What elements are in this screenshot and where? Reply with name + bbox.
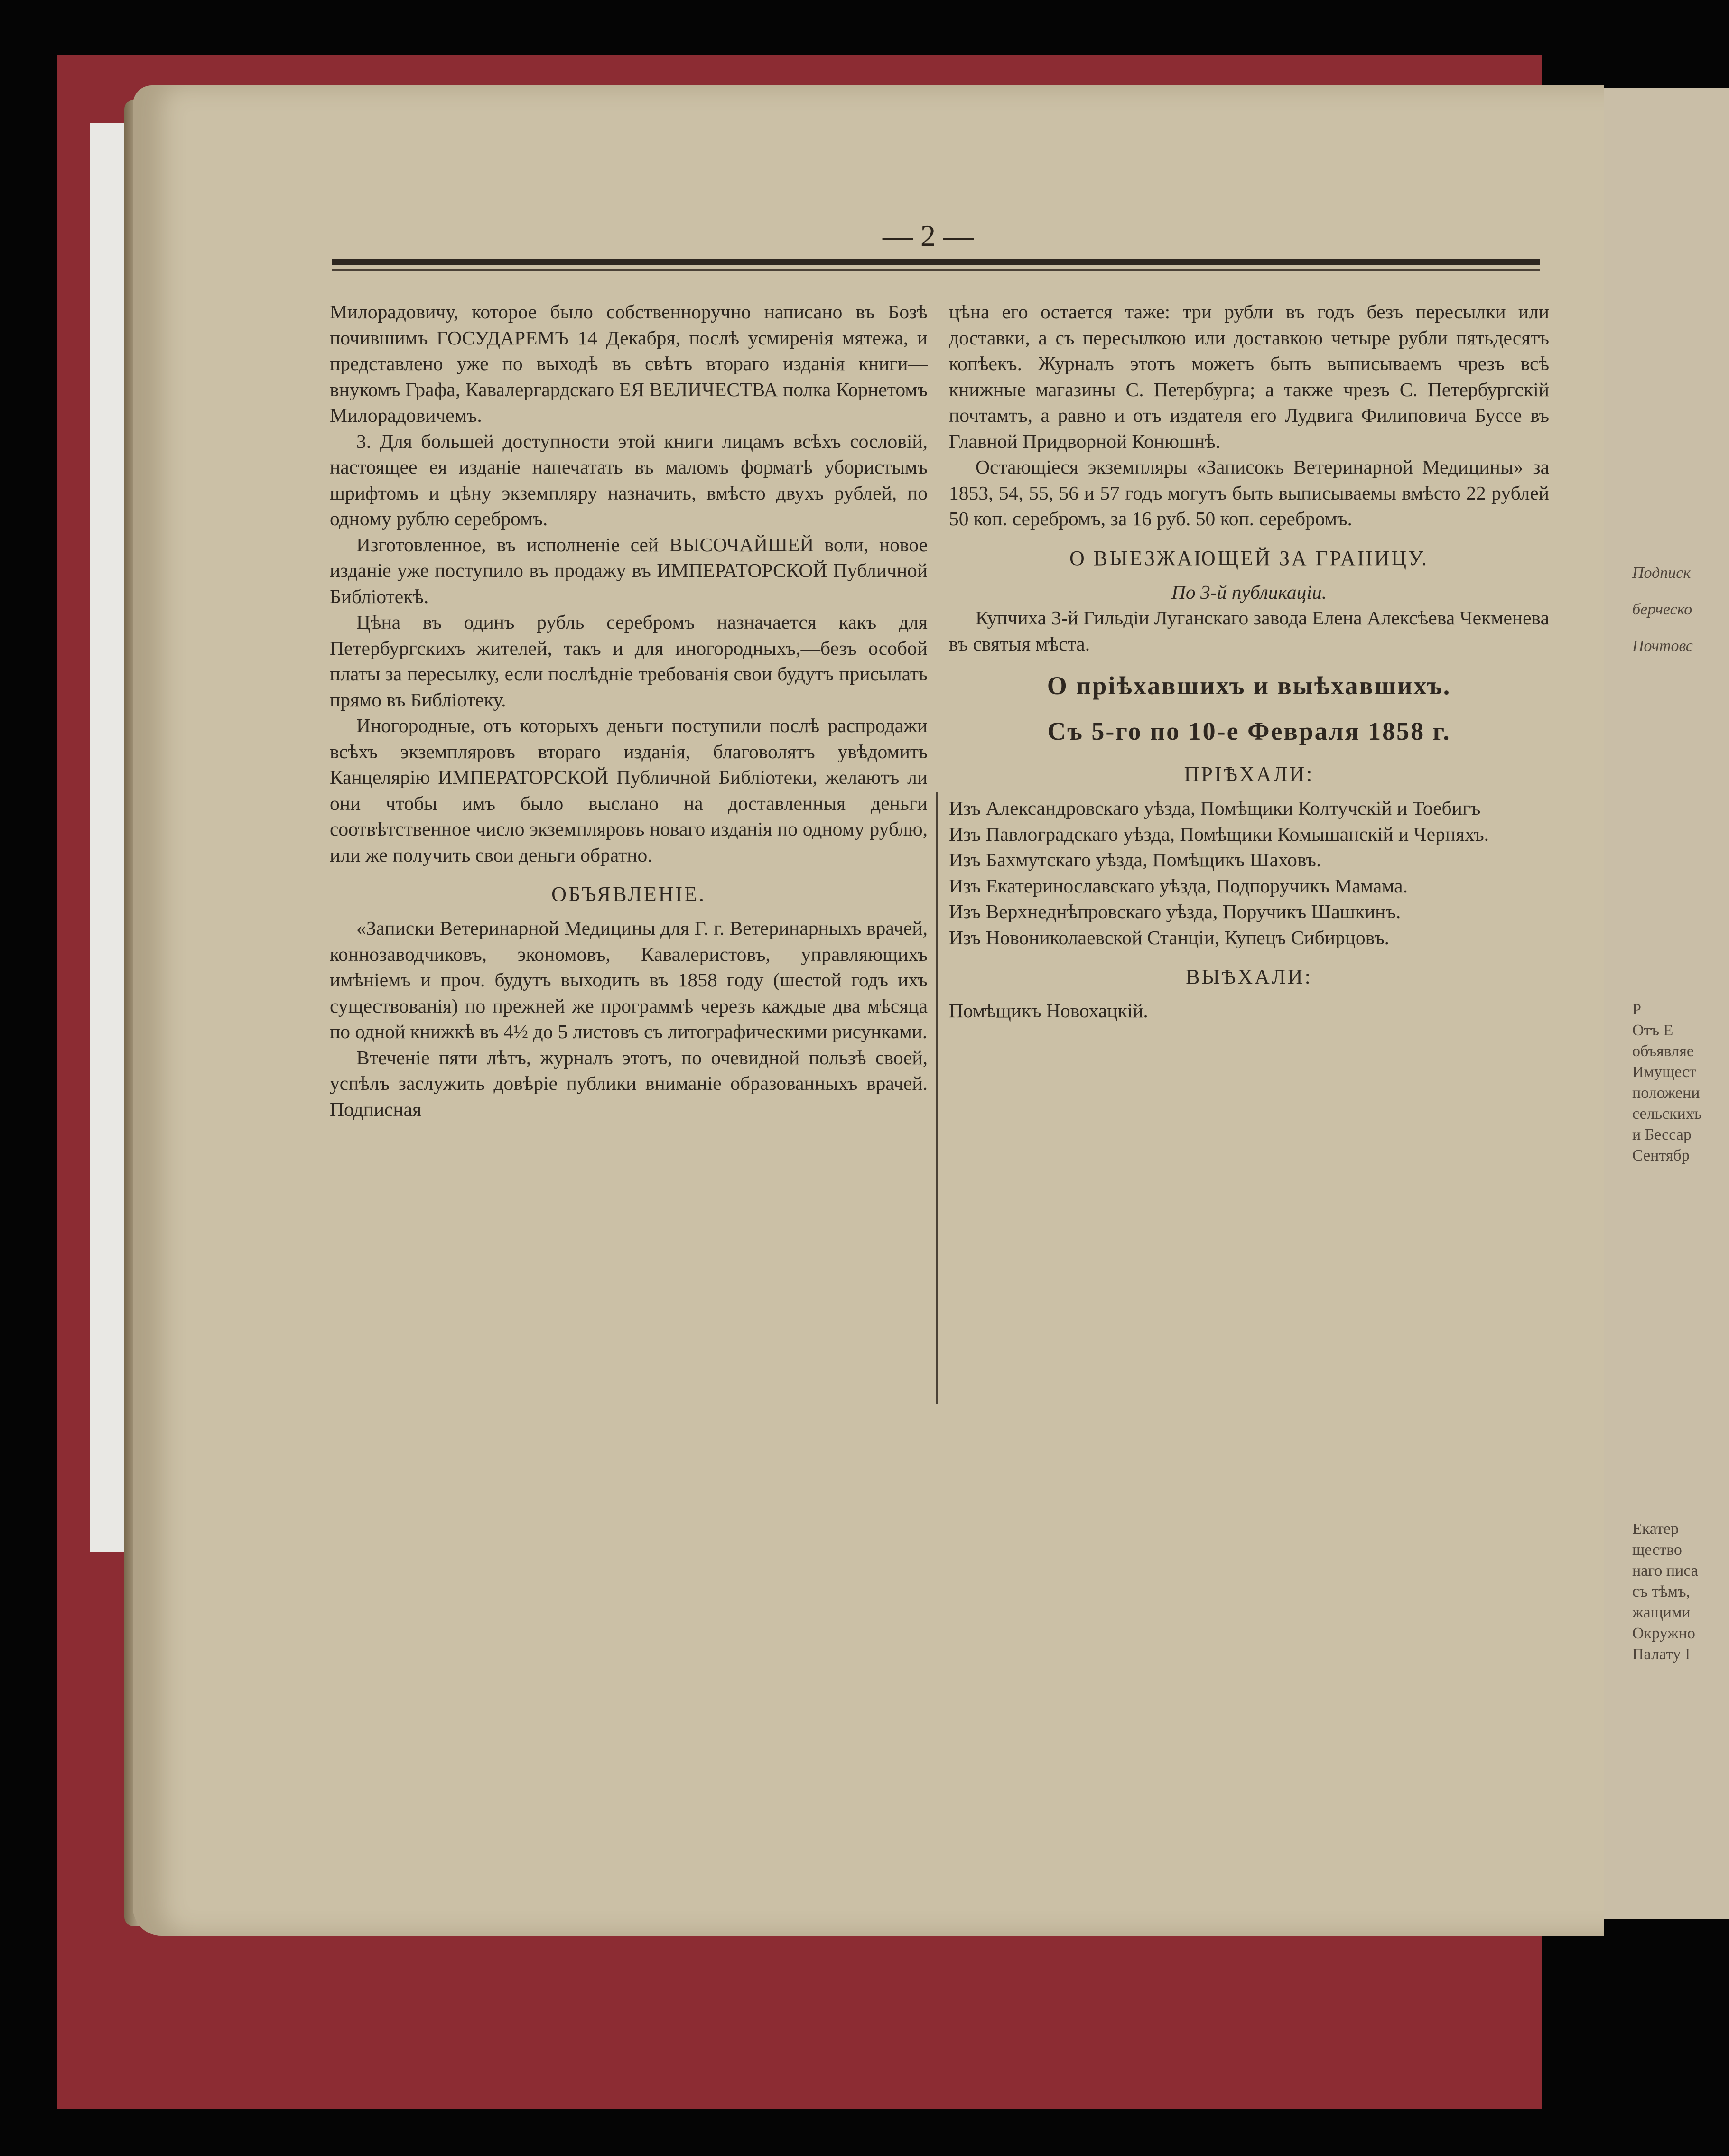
arrival-entry: Изъ Новониколаевской Станціи, Купецъ Сибирцовъ. — [949, 926, 1390, 948]
paragraph: Милорадовичу, которое было собственноручно написано въ Бозѣ почившимъ ГОСУДАРЕМЪ 14 Декабря, послѣ усмиренія мятежа, и представлено уже по выходѣ въ свѣтъ втораго изданія книги— внукомъ Графа, Кавалергардскаго ЕЯ ВЕЛИЧЕСТВА полка Корнетомъ Милорадовичемъ. — [330, 301, 928, 426]
section-heading: ВЫѢХАЛИ: — [1186, 965, 1312, 988]
arrival-entry: Изъ Александровскаго уѣзда, Помѣщики Колтучскій и Тоебигъ — [949, 797, 1481, 819]
next-page-fragment: Имущест — [1632, 1063, 1697, 1081]
arrival-entry: Изъ Екатеринославскаго уѣзда, Подпоручикъ Мамама. — [949, 874, 1408, 897]
paragraph: «Записки Ветеринарной Медицины для Г. г. Ветеринарныхъ врачей, коннозаводчиковъ, экономовъ, Кавалеристовъ, управляющихъ имѣніемъ и проч. будутъ выходить въ 1858 году (шестой годъ ихъ существованія) по прежней же программѣ черезъ каждые два мѣсяца по одной книжкѣ въ 4½ до 5 листовъ съ литографическими рисунками. — [330, 917, 928, 1042]
next-page-fragment: положени — [1632, 1084, 1700, 1102]
arrival-entry: Помѣщикъ Новохацкій. — [949, 1000, 1148, 1022]
header-rule — [332, 259, 1540, 265]
section-heading: ПРІѢХАЛИ: — [1184, 762, 1314, 786]
paragraph: Изготовленное, въ исполненіе сей ВЫСОЧАЙШЕЙ воли, новое изданіе уже поступило въ продажу въ ИМПЕРАТОРСКОЙ Публичной Библіотекѣ. — [330, 533, 928, 607]
arrival-entry: Изъ Павлоградскаго уѣзда, Помѣщики Комышанскій и Черняхъ. — [949, 823, 1489, 845]
section-title: Съ 5-го по 10-е Февраля 1858 г. — [1047, 717, 1451, 745]
next-page-fragment: Палату І — [1632, 1645, 1691, 1663]
paragraph: цѣна его остается таже: три рубли въ годъ безъ пересылки или доставки, а съ пересылкою или доставкою четыре рубли пятьдесятъ копѣекъ. Журналъ этотъ можетъ быть выписываемъ чрезъ всѣ книжные магазины С. Петербурга; а также чрезъ С. Петербургскій почтамтъ, а равно и отъ издателя его Лудвига Филиповича Буссе въ Главной Придворной Конюшнѣ. — [949, 301, 1549, 452]
paragraph: Втеченіе пяти лѣтъ, журналъ этотъ, по очевидной пользѣ своей, успѣлъ заслужить довѣріе публики вниманіе образованныхъ врачей. Подписная — [330, 1046, 928, 1120]
next-page-fragment: Отъ Е — [1632, 1022, 1673, 1039]
header-rule-thin — [332, 270, 1540, 271]
page-number: — 2 — — [883, 219, 974, 252]
next-page-fragment: сельскихъ — [1632, 1105, 1702, 1123]
next-page-fragment: Почтовс — [1632, 637, 1693, 655]
section-heading: О ВЫЕЗЖАЮЩЕЙ ЗА ГРАНИЦУ. — [1069, 546, 1429, 570]
left-column — [330, 299, 928, 1122]
paragraph: Цѣна въ одинъ рубль серебромъ назначается какъ для Петербургскихъ жителей, такъ и для иногородныхъ,—безъ особой платы за пересылку, если послѣдніе требованія свои будутъ присылать прямо въ Библіотеку. — [330, 611, 928, 711]
next-page-fragment: объявляе — [1632, 1042, 1694, 1060]
column-divider — [936, 792, 938, 1404]
next-page-fragment: берческо — [1632, 601, 1692, 618]
next-page-fragment: Окружно — [1632, 1625, 1695, 1642]
section-heading: ОБЪЯВЛЕНІЕ. — [551, 883, 706, 906]
next-page-fragment: и Бессар — [1632, 1126, 1692, 1143]
next-page-fragment: Екатер — [1632, 1520, 1679, 1538]
paragraph: Остающіеся экземпляры «Записокъ Ветеринарной Медицины» за 1853, 54, 55, 56 и 57 годъ могутъ быть выписываемы вмѣсто 22 рублей 50 коп. серебромъ, за 16 руб. 50 коп. серебромъ. — [949, 456, 1549, 530]
right-column — [949, 299, 1549, 1024]
section-subheading: По 3-й публикаціи. — [1171, 581, 1327, 603]
paragraph: Купчиха 3-й Гильдіи Луганскаго завода Елена Алексѣева Чекменева въ святыя мѣста. — [949, 607, 1549, 655]
next-page-fragment: Сентябр — [1632, 1147, 1690, 1164]
paragraph: Иногородные, отъ которыхъ деньги поступили послѣ распродажи всѣхъ экземпляровъ втораго изданія, благоволятъ увѣдомить Канцелярію ИМПЕРАТОРСКОЙ Публичной Библіотеки, желаютъ ли они чтобы имъ было выслано на доставленныя деньги соотвѣтственное число экземпляровъ новаго изданія по одному рублю, или же получить свои деньги обратно. — [330, 715, 928, 866]
paragraph: 3. Для большей доступности этой книги лицамъ всѣхъ сословій, настоящее ея изданіе напечатать въ маломъ форматѣ убористымъ шрифтомъ и цѣну экземпляру назначить, вмѣсто двухъ рублей, по одному рублю серебромъ. — [330, 430, 928, 530]
next-page-fragment: наго писа — [1632, 1562, 1698, 1580]
arrival-entry: Изъ Верхнеднѣпровскаго уѣзда, Поручикъ Шашкинъ. — [949, 901, 1401, 922]
next-page-fragment: Р — [1632, 1001, 1641, 1018]
next-page-fragment: жащими — [1632, 1604, 1691, 1621]
next-page — [1594, 88, 1729, 1919]
section-title: О пріѣхавшихъ и выѣхавшихъ. — [1047, 671, 1451, 700]
next-page-fragment: съ тѣмъ, — [1632, 1583, 1691, 1600]
next-page-fragment: щество — [1632, 1541, 1682, 1559]
next-page-fragment: Подписк — [1632, 564, 1691, 582]
arrival-entry: Изъ Бахмутскаго уѣзда, Помѣщикъ Шаховъ. — [949, 849, 1321, 871]
